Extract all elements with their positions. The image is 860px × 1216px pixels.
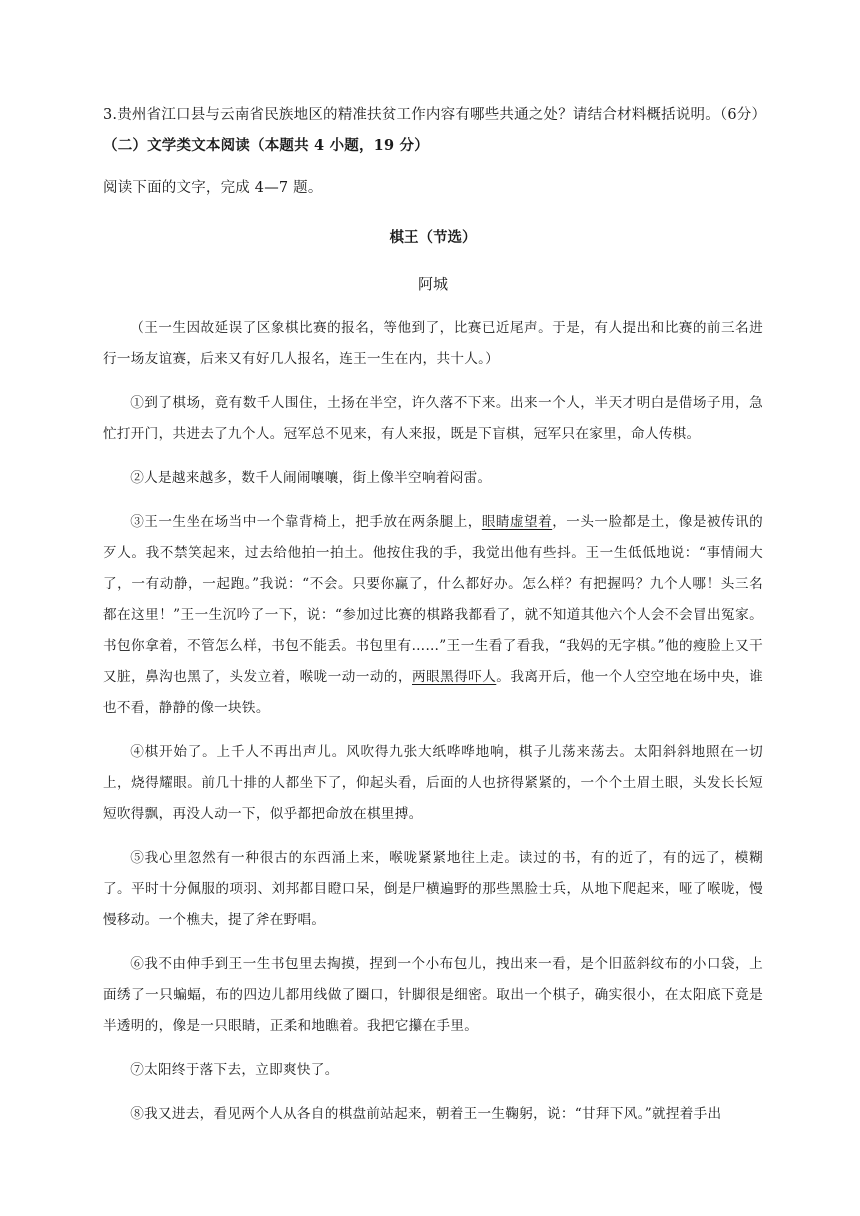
exam-page [103,100,767,1130]
article-intro: （王一生因故延误了区象棋比赛的报名，等他到了，比赛已近尾声。于是，有人提出和比赛的前三名进行一场友谊赛，后来又有好几人报名，连王一生在内，共十人。） [103,320,763,367]
paragraph-3-text-a: ③王一生坐在场当中一个靠背椅上，把手放在两条腿上， [130,514,482,530]
paragraph-2: ②人是越来越多，数千人闹闹嚷嚷，街上像半空响着闷雷。 [130,470,492,486]
paragraph-6: ⑥我不由伸手到王一生书包里去掏摸，捏到一个小布包儿，拽出来一看，是个旧蓝斜纹布的小口袋，上面绣了一只蝙蝠，布的四边儿都用线做了圈口，针脚很是细密。取出一个棋子，确实很小，在太阳底下竟是半透明的，像是一只眼睛，正柔和地瞧着。我把它攥在手里。 [103,956,763,1034]
article-title: 棋王（节选） [389,229,477,246]
article-author: 阿城 [417,275,448,293]
paragraph-4: ④棋开始了。上千人不再出声儿。风吹得九张大纸哗哗地响，棋子儿荡来荡去。太阳斜斜地照在一切上，烧得耀眼。前几十排的人都坐下了，仰起头看，后面的人也挤得紧紧的，一个个土眉土眼，头发长长短短吹得飘，再没人动一下，似乎都把命放在棋里搏。 [103,744,763,822]
underlined-phrase-dark-eyes: 两眼黑得吓人 [412,669,497,685]
paragraph-3-text-c: 。我离开后，他一个人空空地在场中央，谁也不看，静静的像一块铁。 [103,669,763,716]
section-heading: （二）文学类文本阅读（本题共 4 小题，19 分） [103,137,429,154]
paragraph-5: ⑤我心里忽然有一种很古的东西涌上来，喉咙紧紧地往上走。读过的书，有的近了，有的远了，模糊了。平时十分佩服的项羽、刘邦都目瞪口呆，倒是尸横遍野的那些黑脸士兵，从地下爬起来，哑了喉咙，慢慢移动。一个樵夫，提了斧在野唱。 [103,850,763,928]
paragraph-3-text-b: ，一头一脸都是土，像是被传讯的歹人。我不禁笑起来，过去给他拍一拍土。他按住我的手，我觉出他有些抖。王一生低低地说：“事情闹大了，一有动静，一起跑。”我说：“不会。只要你赢了，什么都好办。怎么样？有把握吗？九个人哪！头三名都在这里！”王一生沉吟了一下，说：“参加过比赛的棋路我都看了，就不知道其他六个人会不会冒出冤家。书包你拿着，不管怎么样，书包不能丢。书包里有……”王一生看了看我，“我妈的无字棋。”他的瘦脸上又干又脏，鼻沟也黑了，头发立着，喉咙一动一动的， [103,514,764,685]
reading-instruction: 阅读下面的文字，完成 4—7 题。 [103,180,323,196]
paragraph-8: ⑧我又进去，看见两个人从各自的棋盘前站起来，朝着王一生鞠躬，说：“甘拜下风。”就捏着手出 [130,1106,722,1122]
paragraph-1: ①到了棋场，竟有数千人围住，土扬在半空，许久落不下来。出来一个人，半天才明白是借场子用，急忙打开门，共进去了九个人。冠军总不见来，有人来报，既是下盲棋，冠军只在家里，命人传棋。 [103,395,763,442]
question-3: 3.贵州省江口县与云南省民族地区的精准扶贫工作内容有哪些共通之处？请结合材料概括说明。（6分） [103,107,767,123]
underlined-phrase-eyes-gazing: 眼睛虚望着 [481,514,553,530]
paragraph-7: ⑦太阳终于落下去，立即爽快了。 [130,1062,339,1078]
paragraph-3 [103,507,763,724]
